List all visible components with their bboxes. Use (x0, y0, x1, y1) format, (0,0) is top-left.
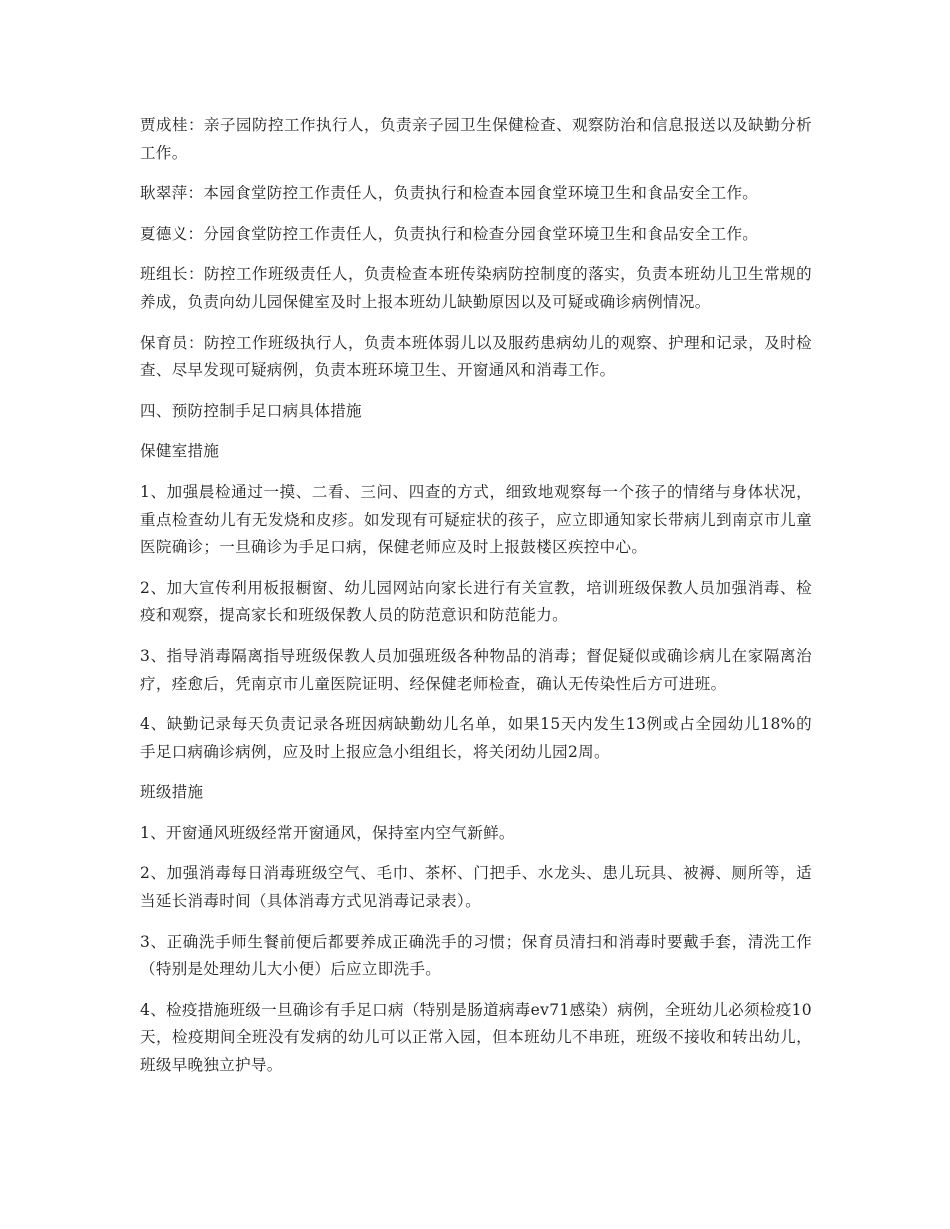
paragraph-disinfection: 2、加强消毒每日消毒班级空气、毛巾、茶杯、门把手、水龙头、患儿玩具、被褥、厕所等，适当延长消毒时间（具体消毒方式见消毒记录表）。 (140, 864, 812, 911)
subheading-health-room-measures: 保健室措施 (140, 442, 220, 461)
section-heading-prevention-measures: 四、预防控制手足口病具体措施 (140, 401, 362, 420)
paragraph-xia-deyi: 夏德义：分园食堂防控工作责任人，负责执行和检查分园食堂环境卫生和食品安全工作。 (140, 224, 759, 243)
paragraph-absence-record: 4、缺勤记录每天负责记录各班因病缺勤幼儿名单，如果15天内发生13例或占全园幼儿18%的手足口病确诊病例，应及时上报应急小组组长，将关闭幼儿园2周。 (140, 715, 812, 761)
paragraph-geng-cuiping: 耿翠萍：本园食堂防控工作责任人，负责执行和检查本园食堂环境卫生和食品安全工作。 (140, 184, 759, 203)
paragraph-quarantine: 4、检疫措施班级一旦确诊有手足口病（特别是肠道病毒ev71感染）病例，全班幼儿必须检疫10天，检疫期间全班没有发病的幼儿可以正常入园，但本班幼儿不串班，班级不接收和转出幼儿，班级早晚独立护导。 (140, 1000, 812, 1075)
subheading-class-measures: 班级措施 (140, 783, 204, 802)
paragraph-handwashing: 3、正确洗手师生餐前便后都要养成正确洗手的习惯；保育员清扫和消毒时要戴手套，清洗工作（特别是处理幼儿大小便）后应立即洗手。 (140, 932, 812, 979)
paragraph-morning-check: 1、加强晨检通过一摸、二看、三问、四查的方式，细致地观察每一个孩子的情绪与身体状况，重点检查幼儿有无发烧和皮疹。如发现有可疑症状的孩子，应立即通知家长带病儿到南京市儿童医院确诊；一旦确诊为手足口病，保健老师应及时上报鼓楼区疾控中心。 (140, 482, 812, 557)
paragraph-childcare-worker: 保育员：防控工作班级执行人，负责本班体弱儿以及服药患病幼儿的观察、护理和记录，及时检查、尽早发现可疑病例，负责本班环境卫生、开窗通风和消毒工作。 (140, 333, 812, 380)
document-body (140, 112, 812, 1093)
paragraph-disinfection-isolation: 3、指导消毒隔离指导班级保教人员加强班级各种物品的消毒；督促疑似或确诊病儿在家隔离治疗，痊愈后，凭南京市儿童医院证明、经保健老师检查，确认无传染性后方可进班。 (140, 646, 812, 693)
paragraph-ventilation: 1、开窗通风班级经常开窗通风，保持室内空气新鲜。 (140, 823, 515, 842)
paragraph-jia-chenggui: 贾成桂：亲子园防控工作执行人，负责亲子园卫生保健检查、观察防治和信息报送以及缺勤分析工作。 (140, 116, 812, 162)
paragraph-publicity: 2、加大宣传利用板报橱窗、幼儿园网站向家长进行有关宣教，培训班级保教人员加强消毒、检疫和观察，提高家长和班级保教人员的防范意识和防范能力。 (140, 578, 812, 625)
paragraph-class-leader: 班组长：防控工作班级责任人，负责检查本班传染病防控制度的落实，负责本班幼儿卫生常规的养成，负责向幼儿园保健室及时上报本班幼儿缺勤原因以及可疑或确诊病例情况。 (140, 265, 812, 311)
